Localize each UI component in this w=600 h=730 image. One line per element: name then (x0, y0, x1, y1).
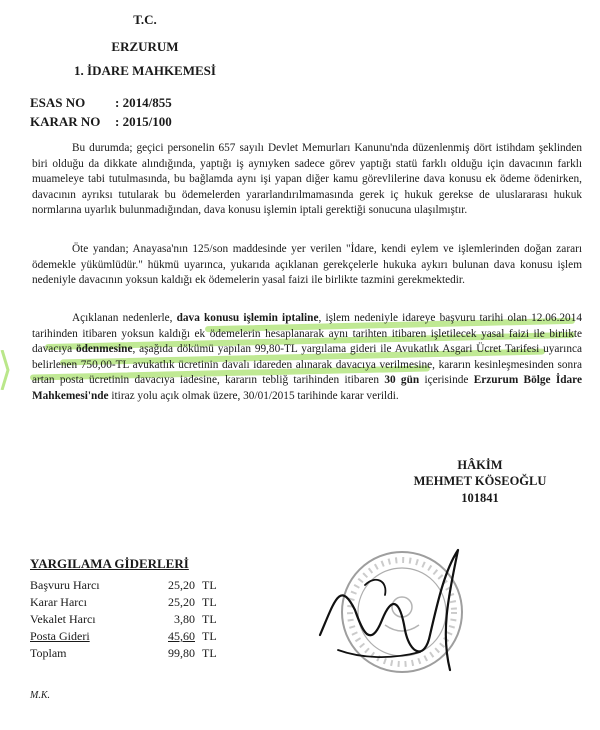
cost-total-currency: TL (202, 646, 217, 660)
cost-label: Başvuru Harcı (30, 578, 100, 592)
clerk-initials: M.K. (30, 690, 50, 701)
cost-total-label: Toplam (30, 646, 67, 660)
cost-row (30, 578, 240, 594)
p3-part-a: Açıklanan nedenlerle, (72, 312, 177, 324)
header-court: 1. İDARE MAHKEMESİ (74, 63, 216, 78)
karar-no-value: : 2015/100 (115, 114, 172, 129)
cost-currency: TL (202, 612, 217, 626)
cost-currency: TL (202, 629, 217, 643)
header-city: ERZURUM (111, 39, 179, 54)
cost-total-amount: 99,80 (168, 646, 195, 660)
cost-amount: 25,20 (168, 595, 195, 609)
karar-no-row (30, 114, 172, 130)
esas-no-label: ESAS NO (30, 95, 86, 110)
header-tc: T.C. (133, 12, 157, 27)
margin-mark-icon (0, 350, 10, 390)
paragraph-1: Bu durumda; geçici personelin 657 sayılı Devlet Memurları Kanunu'nda düzenlenmiş dört istihdam şeklinden biri olduğu da dikkate alındığında, yaptığı iş aynıyken sadece görev yaptığı statü farklı olduğu için davacının farklı muameleye tabi tutulmasında, bu bağlamda aynı işi yapan diğer kamu görevlilerine dava konusu ek ödeme ödenirken, davacının ayrıksı tutularak bu ödemelerden yararlandırılmamasında gerek iç hukuk gerekse de uluslararası hukuk normlarına uyarlık bulunmadığından, dava konusu işlemin iptali gerektiği sonucuna ulaşılmıştır. (32, 142, 582, 217)
cost-label: Karar Harcı (30, 595, 87, 609)
p3-part-e: , aşağıda dökümü yapılan 99,80-TL yargılama gideri ile Avukatlık Asgari Ücret Tarifesi uyarınca belirlenen 750,00-TL avukatlık ücretinin davalı idareden alınarak davacıya verilmesine, kararın kesinleşmesinden sonra artan posta ücretinin davacıya iadesine, kararın tebliğ tarihinden itibaren (32, 343, 582, 387)
esas-no-row (30, 95, 172, 111)
cost-row (30, 595, 240, 611)
paragraph-3 (32, 311, 582, 405)
cost-label: Vekalet Harcı (30, 612, 96, 626)
p3-part-c: , işlem nedeniyle idareye başvuru tarihi olan 12.06.2014 tarihinden itibaren yoksun kaldığı ek ödemelerin hesaplanarak aynı tarihten itibaren işletilecek yasal faizi ile birlikte davacıya (32, 312, 582, 356)
cost-amount: 3,80 (174, 612, 195, 626)
costs-title: YARGILAMA GİDERLERİ (30, 556, 189, 571)
judge-sicil: 101841 (461, 491, 499, 505)
karar-no-label: KARAR NO (30, 114, 101, 129)
cost-currency: TL (202, 578, 217, 592)
judge-title: HÂKİM (457, 458, 503, 472)
p3-part-i: itiraz yolu açık olmak üzere, 30/01/2015 tarihinde karar verildi. (108, 389, 399, 402)
p3-part-odenmesine: ödenmesine (75, 343, 133, 356)
judge-name: MEHMET KÖSEOĞLU (413, 474, 547, 488)
p3-part-g: içerisinde (419, 374, 474, 387)
cost-row (30, 612, 240, 628)
judge-signature-icon (300, 540, 480, 690)
cost-label: Posta Gideri (30, 629, 90, 643)
cost-currency: TL (202, 595, 217, 609)
cost-total-row (30, 646, 240, 662)
esas-no-value: : 2014/855 (115, 95, 172, 110)
p3-part-bolge: Erzurum Bölge İdare Mahkemesi'nde (32, 374, 582, 402)
p3-part-30gun: 30 gün (384, 374, 420, 387)
p3-part-iptal: dava konusu işlemin iptaline (176, 312, 319, 324)
cost-amount: 45,60 (168, 629, 195, 643)
paragraph-2: Öte yandan; Anayasa'nın 125/son maddesinde yer verilen "İdare, kendi eylem ve işlemlerinden doğan zararı ödemekle yükümlüdür." hükmü uyarınca, yukarıda açıklanan gerekçelerle hukuka aykırı bulunan dava konusu işlem nedeniyle davacının yoksun kaldığı ek ödemelerin yasal faizi ile birlikte tazmini gerekmektedir. (32, 243, 582, 287)
cost-row (30, 629, 240, 645)
cost-amount: 25,20 (168, 578, 195, 592)
